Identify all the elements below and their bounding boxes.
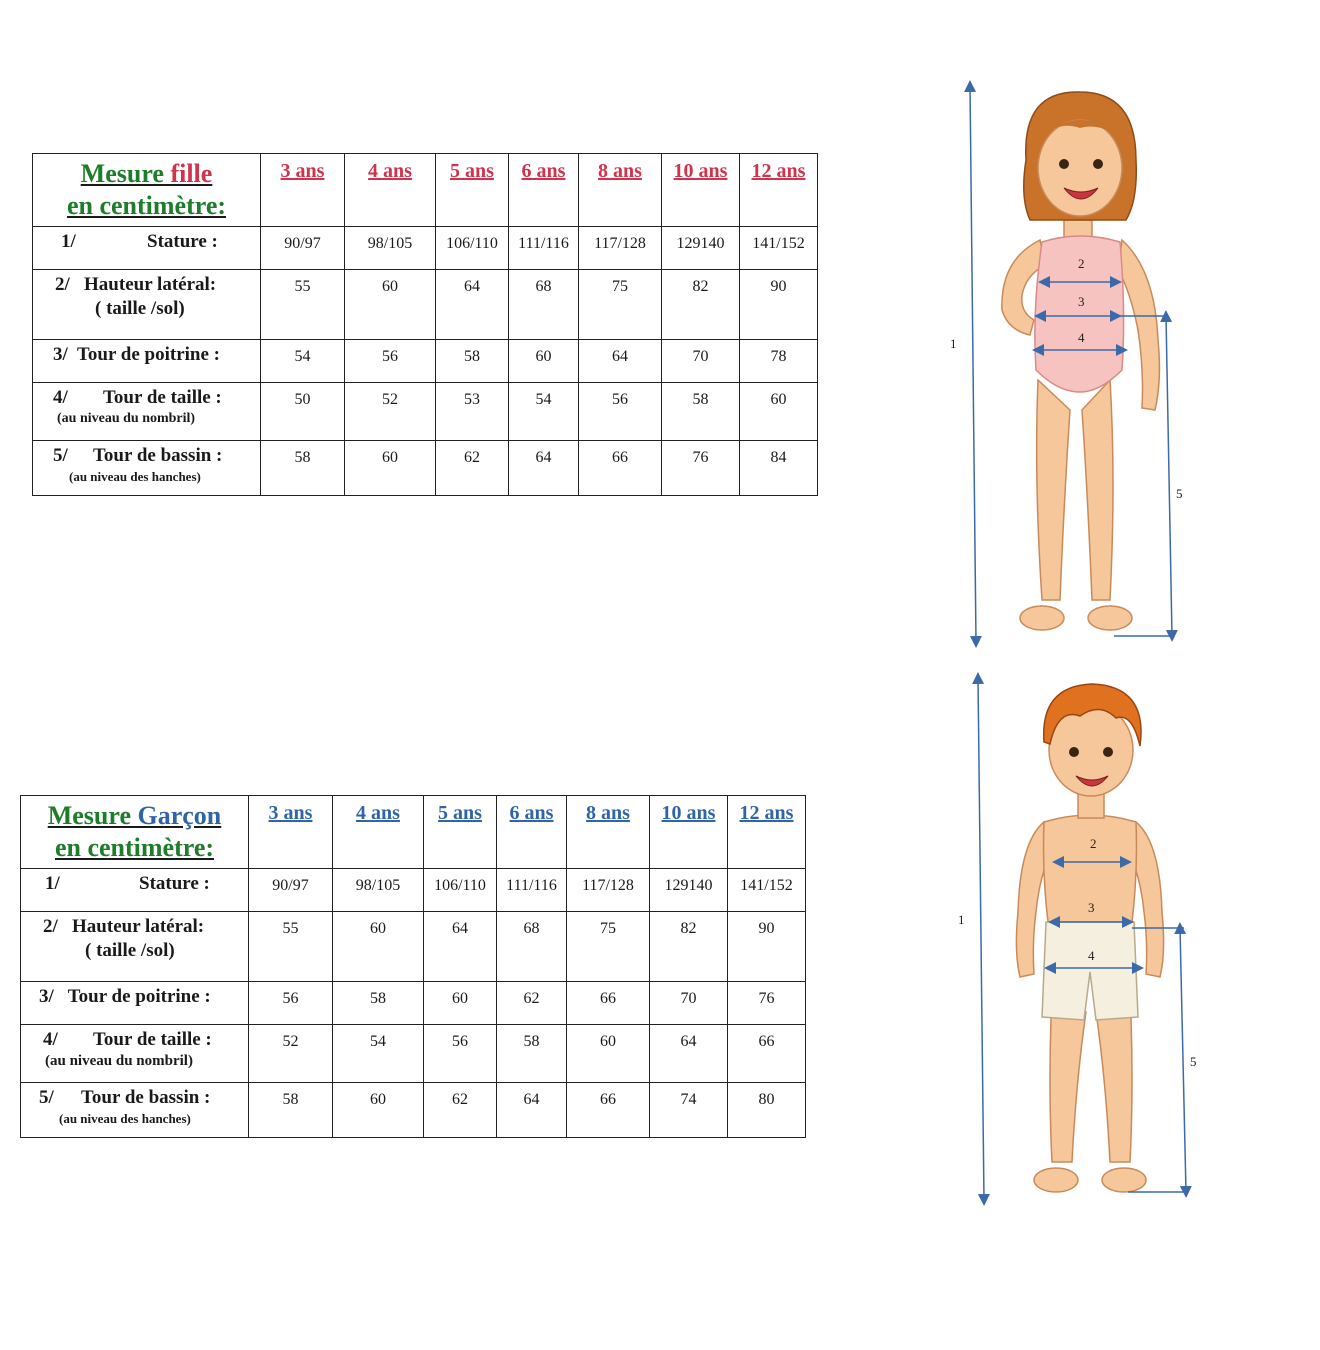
cell: 64: [424, 912, 497, 982]
cell: 111/116: [497, 869, 567, 912]
cell: 56: [249, 982, 333, 1025]
age-header: 12 ans: [728, 796, 806, 869]
cell: 90/97: [249, 869, 333, 912]
marker-1: 1: [950, 336, 957, 351]
cell: 66: [579, 441, 662, 496]
cell: 55: [261, 270, 345, 340]
cell: 84: [740, 441, 818, 496]
age-header: 4 ans: [333, 796, 424, 869]
cell: 117/128: [567, 869, 650, 912]
row-label-poitrine: 3/ Tour de poitrine :: [21, 982, 249, 1025]
cell: 82: [650, 912, 728, 982]
cell: 53: [436, 383, 509, 441]
cell: 52: [249, 1025, 333, 1083]
cell: 58: [333, 982, 424, 1025]
row-label-taille: 4/ Tour de taille : (au niveau du nombril): [33, 383, 261, 441]
cell: 56: [424, 1025, 497, 1083]
row-label-hauteur: 2/ Hauteur latéral: ( taille /sol): [21, 912, 249, 982]
cell: 58: [662, 383, 740, 441]
cell: 62: [497, 982, 567, 1025]
cell: 80: [728, 1083, 806, 1138]
age-header: 12 ans: [740, 154, 818, 227]
cell: 66: [728, 1025, 806, 1083]
cell: 58: [436, 340, 509, 383]
cell: 52: [345, 383, 436, 441]
cell: 60: [424, 982, 497, 1025]
marker-1: 1: [958, 912, 965, 927]
cell: 58: [249, 1083, 333, 1138]
cell: 60: [333, 912, 424, 982]
cell: 74: [650, 1083, 728, 1138]
marker-2: 2: [1090, 836, 1097, 851]
cell: 60: [567, 1025, 650, 1083]
row-label-hauteur: 2/ Hauteur latéral: ( taille /sol): [33, 270, 261, 340]
marker-4: 4: [1078, 330, 1085, 345]
row-label-bassin: 5/ Tour de bassin : (au niveau des hanches): [21, 1083, 249, 1138]
cell: 106/110: [436, 227, 509, 270]
row-label-taille: 4/ Tour de taille : (au niveau du nombril): [21, 1025, 249, 1083]
cell: 64: [509, 441, 579, 496]
age-header: 10 ans: [650, 796, 728, 869]
cell: 62: [436, 441, 509, 496]
cell: 55: [249, 912, 333, 982]
age-header: 10 ans: [662, 154, 740, 227]
row-label-stature: 1/ Stature :: [21, 869, 249, 912]
cell: 64: [579, 340, 662, 383]
cell: 50: [261, 383, 345, 441]
age-header: 6 ans: [497, 796, 567, 869]
cell: 129140: [650, 869, 728, 912]
girl-size-table: [32, 153, 818, 496]
row-label-poitrine: 3/ Tour de poitrine :: [33, 340, 261, 383]
boy-size-table: [20, 795, 806, 1138]
cell: 129140: [662, 227, 740, 270]
cell: 60: [345, 270, 436, 340]
cell: 106/110: [424, 869, 497, 912]
row-label-stature: 1/ Stature :: [33, 227, 261, 270]
boy-measurement-illustration: [940, 672, 1210, 1207]
cell: 141/152: [740, 227, 818, 270]
cell: 64: [436, 270, 509, 340]
marker-2: 2: [1078, 256, 1085, 271]
cell: 78: [740, 340, 818, 383]
girl-measurement-illustration: [930, 80, 1200, 650]
cell: 60: [509, 340, 579, 383]
marker-4: 4: [1088, 948, 1095, 963]
age-header: 5 ans: [424, 796, 497, 869]
cell: 98/105: [345, 227, 436, 270]
age-header: 6 ans: [509, 154, 579, 227]
age-header: 3 ans: [261, 154, 345, 227]
age-header: 8 ans: [579, 154, 662, 227]
cell: 117/128: [579, 227, 662, 270]
girl-table-title: Mesure fille en centimètre:: [33, 154, 261, 227]
cell: 82: [662, 270, 740, 340]
cell: 75: [579, 270, 662, 340]
cell: 70: [662, 340, 740, 383]
cell: 56: [345, 340, 436, 383]
marker-3: 3: [1088, 900, 1095, 915]
marker-5: 5: [1190, 1054, 1197, 1069]
marker-3: 3: [1078, 294, 1085, 309]
cell: 90/97: [261, 227, 345, 270]
row-label-bassin: 5/ Tour de bassin : (au niveau des hanches): [33, 441, 261, 496]
cell: 90: [728, 912, 806, 982]
cell: 68: [497, 912, 567, 982]
cell: 54: [509, 383, 579, 441]
cell: 111/116: [509, 227, 579, 270]
cell: 60: [345, 441, 436, 496]
cell: 58: [497, 1025, 567, 1083]
cell: 90: [740, 270, 818, 340]
age-header: 4 ans: [345, 154, 436, 227]
age-header: 5 ans: [436, 154, 509, 227]
cell: 98/105: [333, 869, 424, 912]
cell: 68: [509, 270, 579, 340]
cell: 58: [261, 441, 345, 496]
cell: 56: [579, 383, 662, 441]
cell: 76: [662, 441, 740, 496]
cell: 141/152: [728, 869, 806, 912]
age-header: 3 ans: [249, 796, 333, 869]
cell: 60: [740, 383, 818, 441]
marker-5: 5: [1176, 486, 1183, 501]
cell: 60: [333, 1083, 424, 1138]
boy-table-title: Mesure Garçon en centimètre:: [21, 796, 249, 869]
cell: 66: [567, 1083, 650, 1138]
age-header: 8 ans: [567, 796, 650, 869]
cell: 70: [650, 982, 728, 1025]
cell: 62: [424, 1083, 497, 1138]
cell: 75: [567, 912, 650, 982]
cell: 64: [497, 1083, 567, 1138]
cell: 76: [728, 982, 806, 1025]
cell: 64: [650, 1025, 728, 1083]
cell: 54: [333, 1025, 424, 1083]
cell: 66: [567, 982, 650, 1025]
cell: 54: [261, 340, 345, 383]
